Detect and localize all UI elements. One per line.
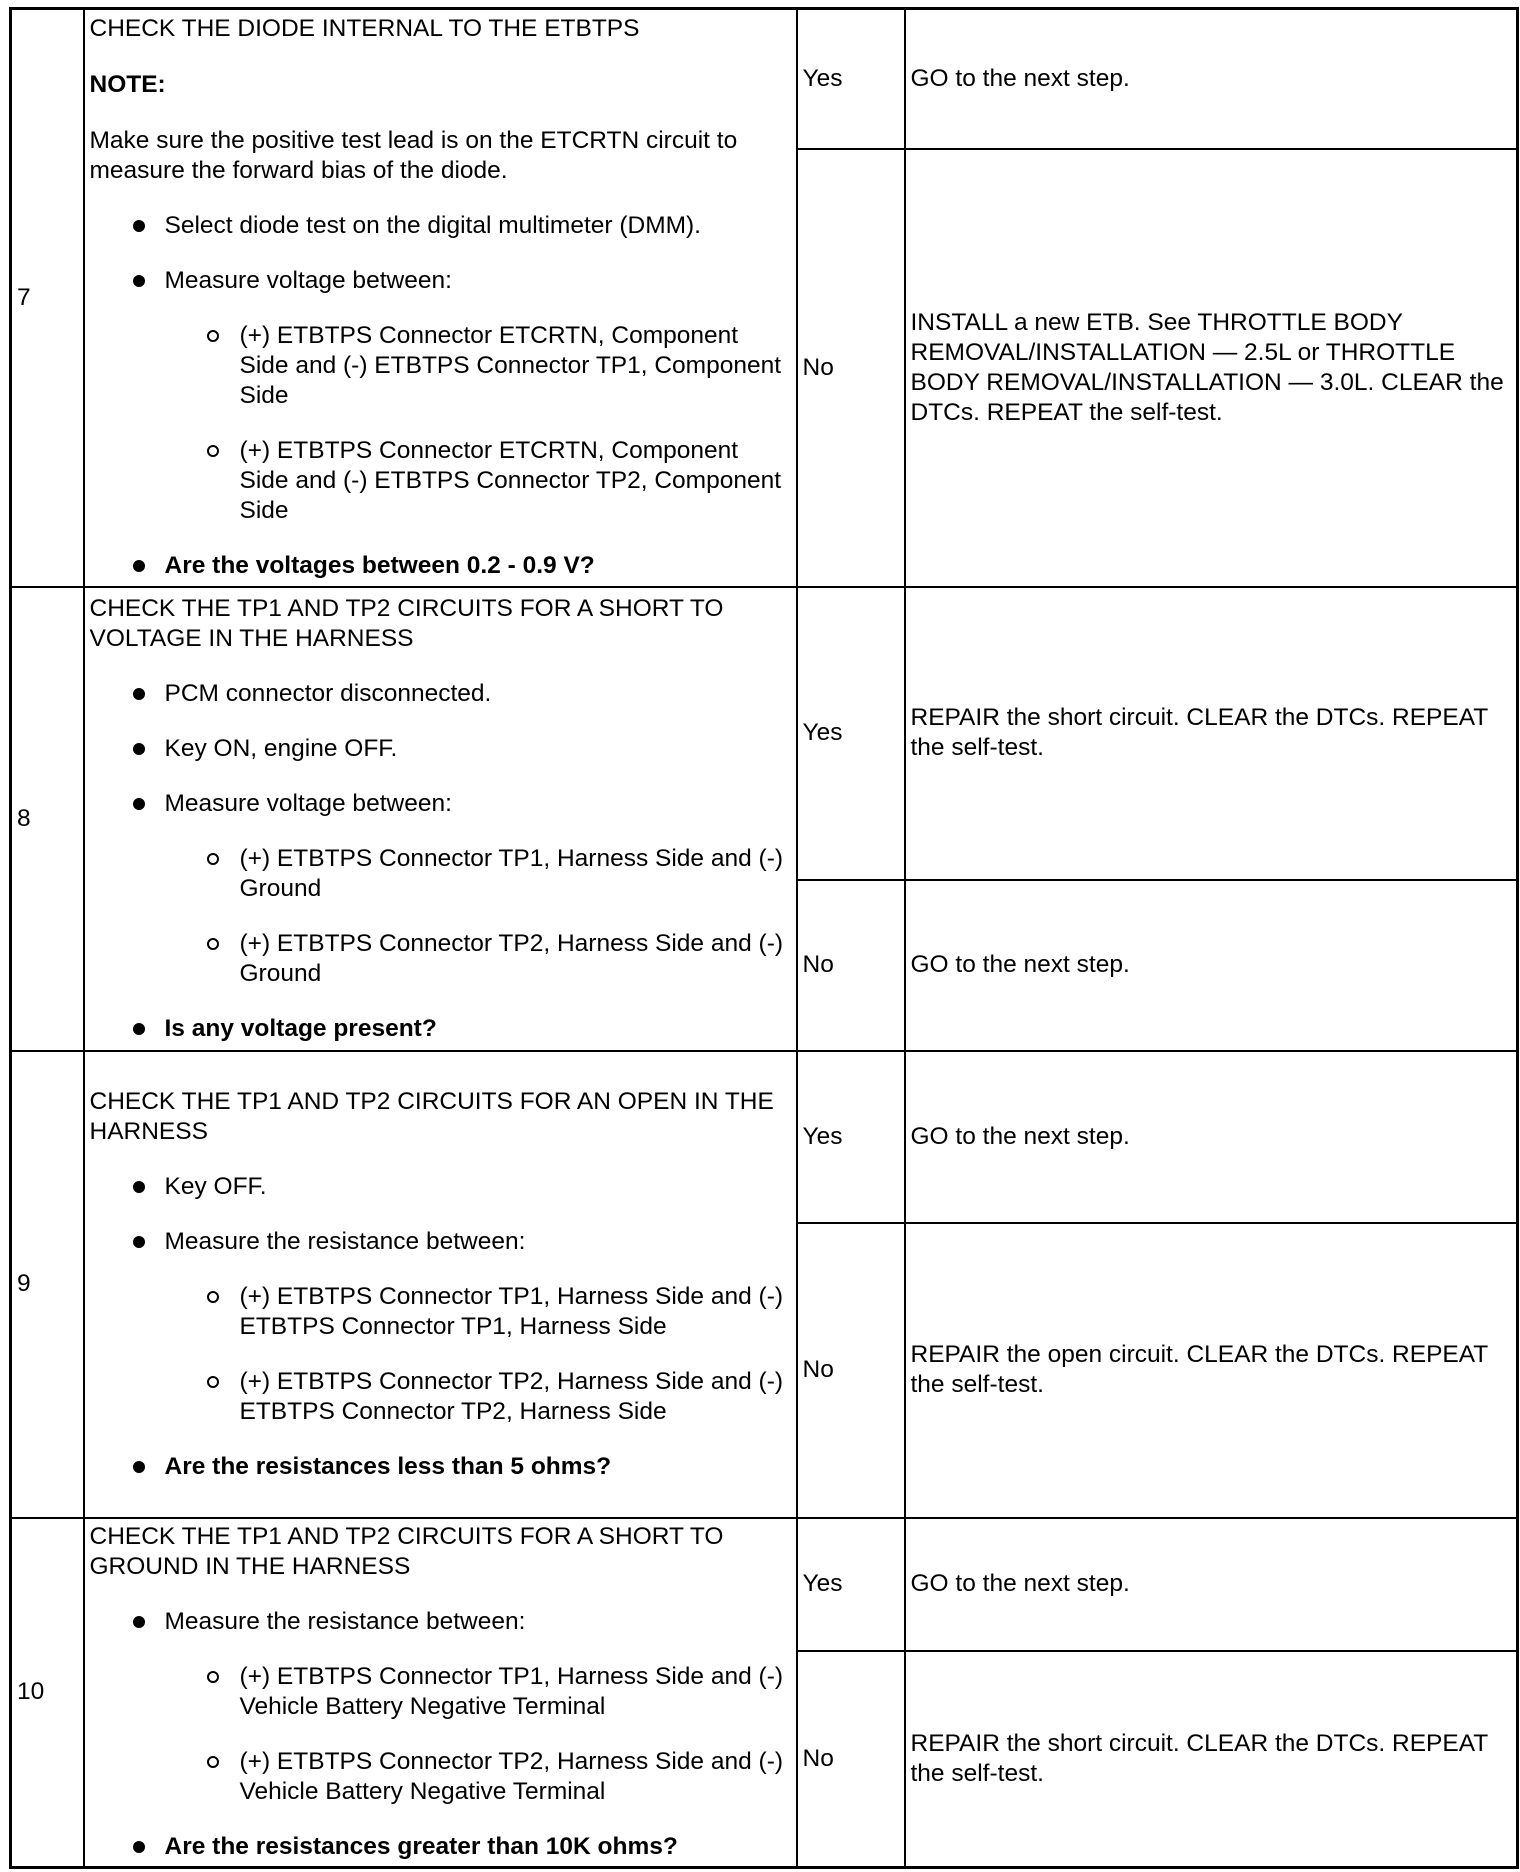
step-number: 10 (11, 1518, 84, 1868)
yes-action: REPAIR the short circuit. CLEAR the DTCs. REPEAT the self-test. (905, 587, 1518, 880)
measurement-item: (+) ETBTPS Connector TP2, Harness Side and (-) Ground (90, 929, 791, 989)
yes-action: GO to the next step. (905, 9, 1518, 149)
step-number: 8 (11, 587, 84, 1051)
no-label: No (797, 1651, 905, 1868)
action-item: Key ON, engine OFF. (90, 734, 791, 764)
measurement-item: (+) ETBTPS Connector TP1, Harness Side and (-) ETBTPS Connector TP1, Harness Side (90, 1282, 791, 1342)
step-8-yes-row (11, 587, 1518, 880)
no-label: No (797, 149, 905, 587)
step-question: Is any voltage present? (90, 1014, 791, 1044)
measurement-item: (+) ETBTPS Connector ETCRTN, Component Side and (-) ETBTPS Connector TP1, Component Side (90, 321, 791, 411)
step-7-test-cell (84, 9, 797, 587)
note-label: NOTE: (89, 71, 166, 99)
step-question: Are the voltages between 0.2 - 0.9 V? (90, 551, 791, 581)
step-number: 9 (11, 1051, 84, 1518)
yes-label: Yes (797, 587, 905, 880)
step-10-test-cell (84, 1518, 797, 1868)
no-action: REPAIR the open circuit. CLEAR the DTCs. REPEAT the self-test. (905, 1223, 1518, 1518)
action-item: PCM connector disconnected. (90, 679, 791, 709)
no-label: No (797, 880, 905, 1051)
pinpoint-test-table (9, 7, 1519, 1869)
action-item: Measure the resistance between: (90, 1227, 791, 1257)
measurement-item: (+) ETBTPS Connector TP2, Harness Side and (-) Vehicle Battery Negative Terminal (90, 1747, 791, 1807)
step-9-yes-row (11, 1051, 1518, 1223)
measurement-item: (+) ETBTPS Connector TP1, Harness Side and (-) Vehicle Battery Negative Terminal (90, 1662, 791, 1722)
no-action: GO to the next step. (905, 880, 1518, 1051)
step-title: CHECK THE TP1 AND TP2 CIRCUITS FOR A SHORT TO GROUND IN THE HARNESS (89, 1523, 724, 1581)
yes-label: Yes (797, 1518, 905, 1651)
step-title: CHECK THE TP1 AND TP2 CIRCUITS FOR A SHORT TO VOLTAGE IN THE HARNESS (89, 594, 724, 652)
step-8-test-cell (84, 587, 797, 1051)
step-question: Are the resistances less than 5 ohms? (90, 1452, 791, 1482)
action-item: Measure voltage between: (90, 789, 791, 819)
step-10-yes-row (11, 1518, 1518, 1651)
step-9-test-cell (84, 1051, 797, 1518)
note-text: Make sure the positive test lead is on the ETCRTN circuit to measure the forward bias of the diode. (89, 127, 738, 185)
step-7-yes-row (11, 9, 1518, 149)
no-action: REPAIR the short circuit. CLEAR the DTCs. REPEAT the self-test. (905, 1651, 1518, 1868)
action-item: Key OFF. (90, 1172, 791, 1202)
step-question: Are the resistances greater than 10K ohms? (90, 1832, 791, 1862)
measurement-item: (+) ETBTPS Connector TP2, Harness Side and (-) ETBTPS Connector TP2, Harness Side (90, 1367, 791, 1427)
action-item: Measure the resistance between: (90, 1607, 791, 1637)
no-action: INSTALL a new ETB. See THROTTLE BODY REMOVAL/INSTALLATION — 2.5L or THROTTLE BODY REMOVAL/INSTALLATION — 3.0L. CLEAR the DTCs. REPEAT the self-test. (905, 149, 1518, 587)
step-number: 7 (11, 9, 84, 587)
yes-action: GO to the next step. (905, 1051, 1518, 1223)
action-item: Measure voltage between: (90, 266, 791, 296)
step-title: CHECK THE TP1 AND TP2 CIRCUITS FOR AN OPEN IN THE HARNESS (89, 1087, 774, 1145)
no-label: No (797, 1223, 905, 1518)
action-item: Select diode test on the digital multimeter (DMM). (90, 211, 791, 241)
yes-action: GO to the next step. (905, 1518, 1518, 1651)
yes-label: Yes (797, 1051, 905, 1223)
step-title: CHECK THE DIODE INTERNAL TO THE ETBTPS (89, 15, 640, 43)
yes-label: Yes (797, 9, 905, 149)
measurement-item: (+) ETBTPS Connector TP1, Harness Side and (-) Ground (90, 844, 791, 904)
measurement-item: (+) ETBTPS Connector ETCRTN, Component Side and (-) ETBTPS Connector TP2, Component Side (90, 436, 791, 526)
